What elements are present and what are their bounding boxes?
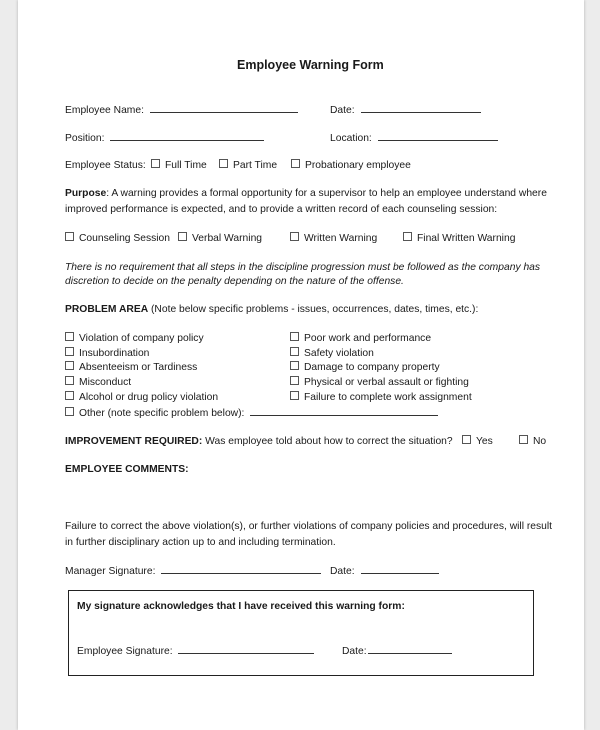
checkbox-icon[interactable] xyxy=(219,159,228,168)
problem-label: Poor work and performance xyxy=(304,333,432,344)
notice-line1: There is no requirement that all steps in the discipline progression must be followed as the company has xyxy=(65,262,541,273)
employee-signature-field[interactable] xyxy=(77,644,314,658)
status-option-part-time[interactable] xyxy=(219,159,277,172)
employee-date-line[interactable] xyxy=(368,644,452,654)
checkbox-icon[interactable] xyxy=(290,361,299,370)
warning-type-written[interactable] xyxy=(290,232,377,245)
improvement-question xyxy=(65,435,453,448)
manager-date-field[interactable] xyxy=(330,564,439,578)
failure-line1: Failure to correct the above violation(s), or further violations of company policies and procedures, will result xyxy=(65,521,553,532)
failure-line2: in further disciplinary action up to and including termination. xyxy=(65,537,336,548)
problem-checkbox[interactable] xyxy=(290,332,431,345)
manager-signature-field[interactable] xyxy=(65,564,321,578)
problem-checkbox[interactable] xyxy=(290,391,472,404)
problem-checkbox[interactable] xyxy=(65,376,131,389)
manager-signature-label: Manager Signature: xyxy=(65,566,156,577)
problem-label: Misconduct xyxy=(79,377,132,388)
problem-area-label: PROBLEM AREA xyxy=(65,304,149,315)
location-label: Location: xyxy=(330,133,372,144)
manager-signature-line[interactable] xyxy=(161,564,321,574)
notice-line2: discretion to decide on the penalty depending on the nature of the offense. xyxy=(65,276,404,287)
employee-name-label: Employee Name: xyxy=(65,105,144,116)
employee-comments-heading: EMPLOYEE COMMENTS: xyxy=(65,464,189,475)
status-option-full-time[interactable] xyxy=(151,159,207,172)
problem-other[interactable] xyxy=(65,406,438,420)
checkbox-icon[interactable] xyxy=(65,232,74,241)
employee-date-field[interactable] xyxy=(342,644,452,658)
date-line[interactable] xyxy=(361,103,481,113)
employee-status-label: Employee Status: xyxy=(65,160,146,171)
location-line[interactable] xyxy=(378,131,498,141)
problem-label: Alcohol or drug policy violation xyxy=(79,392,219,403)
employee-date-label: Date: xyxy=(342,646,367,657)
status-option-label: Probationary employee xyxy=(305,160,411,171)
position-label: Position: xyxy=(65,133,105,144)
acknowledgement-heading: My signature acknowledges that I have received this warning form: xyxy=(77,601,405,612)
checkbox-icon[interactable] xyxy=(65,332,74,341)
problem-checkbox[interactable] xyxy=(290,361,440,374)
checkbox-icon[interactable] xyxy=(290,332,299,341)
status-option-label: Part Time xyxy=(233,160,278,171)
checkbox-icon[interactable] xyxy=(65,376,74,385)
problem-other-line[interactable] xyxy=(250,406,438,416)
checkbox-icon[interactable] xyxy=(403,232,412,241)
employee-name-line[interactable] xyxy=(150,103,298,113)
checkbox-icon[interactable] xyxy=(290,347,299,356)
improvement-question-text: Was employee told about how to correct the situation? xyxy=(202,436,453,447)
problem-checkbox[interactable] xyxy=(290,347,374,360)
problem-area-note: (Note below specific problems - issues, occurrences, dates, times, etc.): xyxy=(148,304,479,315)
warning-type-label: Verbal Warning xyxy=(192,233,263,244)
manager-date-label: Date: xyxy=(330,566,355,577)
location-field[interactable] xyxy=(330,131,498,145)
acknowledgement-box xyxy=(68,590,534,676)
employee-signature-label: Employee Signature: xyxy=(77,646,173,657)
problem-label: Damage to company property xyxy=(304,362,440,373)
warning-type-label: Final Written Warning xyxy=(417,233,516,244)
warning-type-label: Counseling Session xyxy=(79,233,171,244)
checkbox-icon[interactable] xyxy=(291,159,300,168)
purpose-label: Purpose xyxy=(65,188,107,199)
checkbox-icon[interactable] xyxy=(290,391,299,400)
employee-name-field[interactable] xyxy=(65,103,298,117)
status-option-probationary[interactable] xyxy=(291,159,411,172)
improvement-no[interactable] xyxy=(519,435,546,448)
checkbox-icon[interactable] xyxy=(65,347,74,356)
purpose-paragraph xyxy=(65,187,547,200)
problem-label: Insubordination xyxy=(79,348,150,359)
warning-type-counseling[interactable] xyxy=(65,232,170,245)
employee-comments-area[interactable] xyxy=(65,478,535,514)
warning-type-final-written[interactable] xyxy=(403,232,515,245)
status-option-label: Full Time xyxy=(165,160,207,171)
position-line[interactable] xyxy=(110,131,264,141)
purpose-text-line2: improved performance is expected, and to provide a written record of each counseling session: xyxy=(65,204,498,215)
problem-checkbox[interactable] xyxy=(290,376,469,389)
problem-label: Failure to complete work assignment xyxy=(304,392,472,403)
yes-label: Yes xyxy=(476,436,493,447)
problem-label: Absenteeism or Tardiness xyxy=(79,362,198,373)
problem-checkbox[interactable] xyxy=(65,391,218,404)
problem-checkbox[interactable] xyxy=(65,361,197,374)
checkbox-icon[interactable] xyxy=(290,232,299,241)
checkbox-icon[interactable] xyxy=(519,435,528,444)
manager-date-line[interactable] xyxy=(361,564,439,574)
purpose-text-line1: : A warning provides a formal opportunity for a supervisor to help an employee understand where xyxy=(106,188,547,199)
checkbox-icon[interactable] xyxy=(65,391,74,400)
problem-checkbox[interactable] xyxy=(65,347,149,360)
warning-type-verbal[interactable] xyxy=(178,232,262,245)
checkbox-icon[interactable] xyxy=(178,232,187,241)
checkbox-icon[interactable] xyxy=(290,376,299,385)
warning-type-label: Written Warning xyxy=(304,233,378,244)
form-page xyxy=(18,0,584,730)
problem-area-heading xyxy=(65,303,478,316)
position-field[interactable] xyxy=(65,131,264,145)
page-title: Employee Warning Form xyxy=(237,58,384,72)
date-label: Date: xyxy=(330,105,355,116)
checkbox-icon[interactable] xyxy=(65,361,74,370)
problem-label: Safety violation xyxy=(304,348,374,359)
checkbox-icon[interactable] xyxy=(65,407,74,416)
employee-signature-line[interactable] xyxy=(178,644,314,654)
problem-label: Violation of company policy xyxy=(79,333,204,344)
problem-label: Physical or verbal assault or fighting xyxy=(304,377,469,388)
improvement-label: IMPROVEMENT REQUIRED: xyxy=(65,436,203,447)
no-label: No xyxy=(533,436,547,447)
improvement-yes[interactable] xyxy=(462,435,493,448)
problem-checkbox[interactable] xyxy=(65,332,204,345)
problem-other-label: Other (note specific problem below): xyxy=(79,408,245,419)
checkbox-icon[interactable] xyxy=(462,435,471,444)
checkbox-icon[interactable] xyxy=(151,159,160,168)
date-field[interactable] xyxy=(330,103,481,117)
